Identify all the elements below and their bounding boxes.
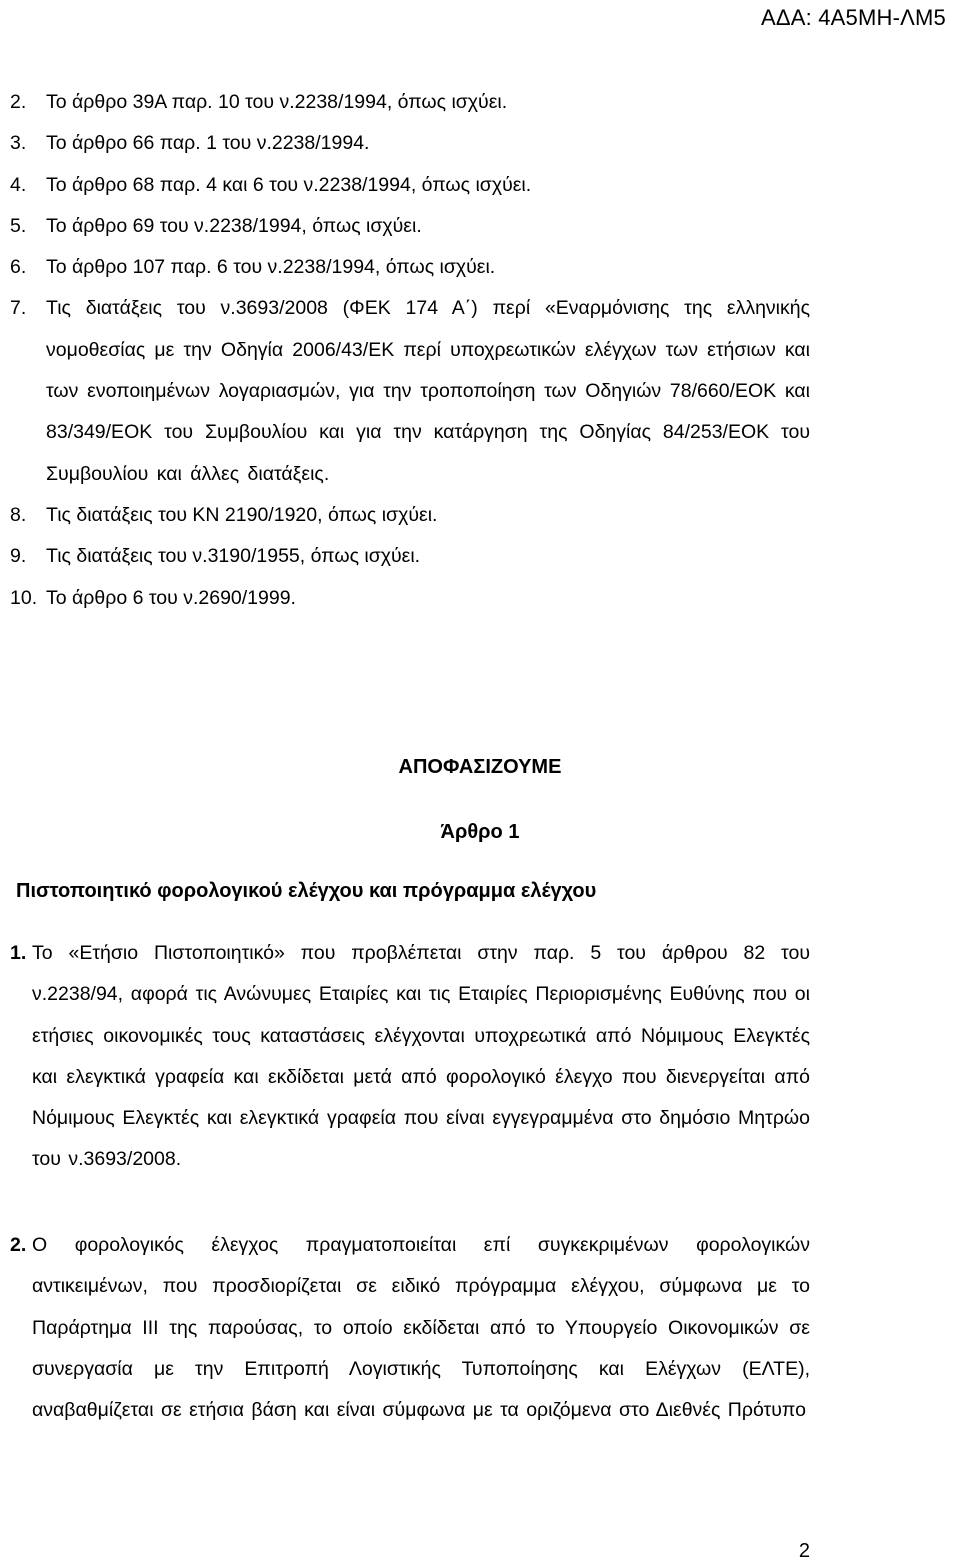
section-title: Πιστοποιητικό φορολογικού ελέγχου και πρόγραμμα ελέγχου xyxy=(16,880,597,902)
page-number: 2 xyxy=(798,1540,810,1562)
list-item-number: 3. xyxy=(10,132,27,155)
list-item-text: Τις διατάξεις του ΚΝ 2190/1920, όπως ισχύει. xyxy=(46,503,438,526)
paragraph-number: 2. xyxy=(10,1234,27,1256)
paragraph-number: 1. xyxy=(10,942,27,964)
list-item-text: Το άρθρο 69 του ν.2238/1994, όπως ισχύει. xyxy=(46,214,422,237)
list-item-text: Το άρθρο 107 παρ. 6 του ν.2238/1994, όπως ισχύει. xyxy=(46,256,496,279)
list-item xyxy=(10,536,810,577)
list-item-number: 6. xyxy=(10,256,27,279)
list-item xyxy=(10,288,810,494)
paragraph-1 xyxy=(10,933,810,1181)
list-item-number: 8. xyxy=(10,503,27,526)
list-item xyxy=(10,165,810,206)
list-item xyxy=(10,82,810,123)
article-heading: Άρθρο 1 xyxy=(440,821,520,843)
list-item xyxy=(10,206,810,247)
list-item xyxy=(10,495,810,536)
decision-heading: ΑΠΟΦΑΣΙΖΟΥΜΕ xyxy=(398,756,562,778)
paragraph-text: Ο φορολογικός έλεγχος πραγματοποιείται επί συγκεκριμένων φορολογικών αντικειμένων, που προσδιορίζεται σε ειδικό πρόγραμμα ελέγχου, σύμφωνα με το Παράρτημα ΙΙΙ της παρούσας, το οποίο εκδίδεται από το Υπουργείο Οικονομικών σε συνεργασία με την Επιτροπή Λογιστικής Τυποποίησης και Ελέγχων (ΕΛΤΕ), αναβαθμίζεται σε ετήσια βάση και είναι σύμφωνα με τα οριζόμενα στο Διεθνές Πρότυπο xyxy=(32,1234,810,1422)
list-item xyxy=(10,578,810,619)
list-item xyxy=(10,247,810,288)
list-item-number: 4. xyxy=(10,173,27,196)
paragraph-2 xyxy=(10,1225,810,1431)
list-item-text: Το άρθρο 6 του ν.2690/1999. xyxy=(46,586,296,609)
list-item-text: Τις διατάξεις του ν.3693/2008 (ΦΕΚ 174 Α΄) περί «Εναρμόνισης της ελληνικής νομοθεσίας με την Οδηγία 2006/43/ΕΚ περί υποχρεωτικών ελέγχων των ετήσιων και των ενοποιημένων λογαριασμών, για την τροποποίηση των Οδηγιών 78/660/ΕΟΚ και 83/349/ΕΟΚ του Συμβουλίου και για την κατάργηση της Οδηγίας 84/253/ΕΟΚ του Συμβουλίου και άλλες διατάξεις. xyxy=(46,297,810,485)
list-item-text: Το άρθρο 68 παρ. 4 και 6 του ν.2238/1994, όπως ισχύει. xyxy=(46,173,532,196)
legal-basis-list xyxy=(10,82,810,619)
list-item-number: 5. xyxy=(10,214,27,237)
list-item-number: 10. xyxy=(10,586,38,609)
list-item-number: 9. xyxy=(10,545,27,568)
list-item-text: Το άρθρο 66 παρ. 1 του ν.2238/1994. xyxy=(46,132,370,155)
list-item-text: Τις διατάξεις του ν.3190/1955, όπως ισχύει. xyxy=(46,545,421,568)
list-item-number: 2. xyxy=(10,91,27,113)
list-item-text: Το άρθρο 39Α παρ. 10 του ν.2238/1994, όπως ισχύει. xyxy=(46,91,508,113)
list-item xyxy=(10,123,810,164)
paragraph-text: Το «Ετήσιο Πιστοποιητικό» που προβλέπεται στην παρ. 5 του άρθρου 82 του ν.2238/94, αφορά τις Ανώνυμες Εταιρίες και τις Εταιρίες Περιορισμένης Ευθύνης που οι ετήσιες οικονομικές τους καταστάσεις ελέγχονται υποχρεωτικά από Νόμιμους Ελεγκτές και ελεγκτικά γραφεία και εκδίδεται μετά από φορολογικό έλεγχο που διενεργείται από Νόμιμους Ελεγκτές και ελεγκτικά γραφεία που είναι εγγεγραμμένα στο δημόσιο Μητρώο του ν.3693/2008. xyxy=(32,942,810,1171)
list-item-number: 7. xyxy=(10,297,27,320)
ada-code: ΑΔΑ: 4Α5ΜΗ-ΛΜ5 xyxy=(760,5,946,30)
